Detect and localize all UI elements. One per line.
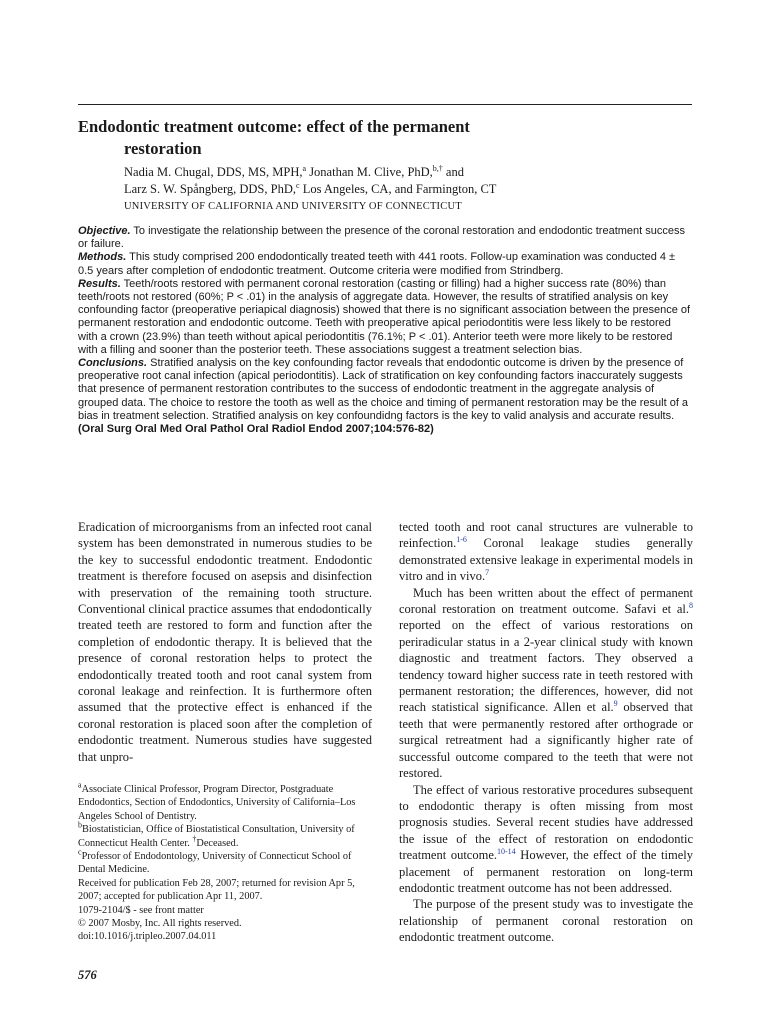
conclusions-text: Stratified analysis on the key confounding factor reveals that endodontic outcome is driven by the presence of preoperative root canal infection (apical periodontitis). Lack of stratification on key confounding factors inaccurately suggests that presence of permanent restoration contributes to the success of endodontic treatment in the aggregate analysis of grouped data. The choice to restore the tooth as well as the choice and timing of permanent restoration may be the result of a bias in treatment selection. Stratified analysis on key confoundidng factors is the key to valid analysis and accurate results. [78,357,689,422]
footnote-marker: b [78,820,82,830]
author-line-2 [124,181,684,198]
body-paragraph: Eradication of microorganisms from an infected root canal system has been demonstrated in numerous studies to be the key to successful endodontic treatment. Endodontic treatment is therefore focused on asepsis and disinfection with preservation of the remaining tooth structure. Conventional clinical practice assumes that endodontically treated teeth are restored to form and function after the completion of endodontic therapy. It is believed that the presence of coronal restoration helps to protect the endodontically treated tooth and root canal system from coronal leakage and reinfection. It is furthermore often assumed that the protective effect is enhanced if the coronal restoration is placed soon after the completion of endodontic treatment. Numerous studies have suggested that unpro- [78,520,373,764]
objective-text: To investigate the relationship between the presence of the coronal restoration and endodontic treatment success or failure. [78,225,685,251]
author-line-1 [124,164,684,181]
abstract-conclusions [78,357,692,436]
footnote-b [78,820,372,850]
copyright: © 2007 Mosby, Inc. All rights reserved. [78,918,242,930]
abstract [78,225,692,436]
footnote-c [78,847,372,877]
results-label: Results. [78,277,121,290]
header-rule [78,104,692,105]
abstract-results [78,278,692,357]
conclusions-label: Conclusions. [78,357,148,370]
footnote-text: Professor of Endodontology, University of Connecticut School of Dental Medicine. [78,851,352,876]
author-location: Los Angeles, CA, and Farmington, CT [299,182,497,196]
footnote-marker: † [192,834,197,844]
footnote-text: Biostatistician, Office of Biostatistical Consultation, University of Connecticut Health Center. [78,824,355,849]
text-run: Much has been written about the effect of permanent coronal restoration on treatment outcome. Safavi et al. [399,585,693,617]
author-and: and [442,165,464,179]
title-line-2: restoration [124,139,202,158]
reference-link[interactable]: 1-6 [456,535,467,545]
author-sup: a [302,163,307,173]
body-paragraph [399,519,693,585]
footnotes [78,780,372,944]
author-clive: Jonathan M. Clive, PhD, [306,165,433,179]
author-sup: c [296,180,300,190]
reference-link[interactable]: 10-14 [497,846,516,856]
methods-label: Methods. [78,251,127,264]
abstract-objective [78,225,692,251]
text-run: However, the effect of the timely placement of permanent restoration on long-term endodontic treatment outcome has not been addressed. [399,848,693,895]
text-run: Coronal leakage studies generally demonstrated extensive leakage in experimental models in vitro and in vivo. [399,536,693,584]
objective-label: Objective. [78,225,131,237]
reference-link[interactable]: 7 [485,568,490,578]
footnote-marker: a [78,780,82,790]
footnote-marker: c [78,847,82,857]
author-sup: b,† [432,163,443,173]
journal-citation: (Oral Surg Oral Med Oral Pathol Oral Radiol Endod 2007;104:576-82) [78,423,434,436]
methods-text: This study comprised 200 endodontically treated teeth with 441 roots. Follow-up examination was conducted 4 ± 0.5 years after completion of endodontic treatment. Outcome criteria were modified from Strindberg. [78,251,676,277]
abstract-methods [78,251,692,277]
footnote-text: Associate Clinical Professor, Program Director, Postgraduate Endodontics, Section of Endodontics, University of California–Los Angeles School of Dentistry. [78,784,356,822]
body-column-right [399,519,693,946]
footnote-text: Deceased. [196,837,239,849]
reference-link[interactable]: 8 [689,600,693,610]
article-title [78,116,638,160]
author-chugal: Nadia M. Chugal, DDS, MS, MPH, [124,165,303,179]
body-paragraph: The purpose of the present study was to investigate the relationship of permanent coronal restoration on endodontic treatment outcome. [399,897,693,945]
reference-link[interactable]: 9 [613,699,618,709]
text-run: tected tooth and root canal structures are vulnerable to reinfection. [399,520,693,551]
page-number: 576 [78,968,97,982]
author-spangberg: Larz S. W. Spångberg, DDS, PhD, [124,182,296,196]
body-paragraph [399,585,693,782]
issn: 1079-2104/$ - see front matter [78,904,204,916]
text-run: reported on the effect of various restorations on periradicular status in a 2-year clinical study with known diagnostic and treatment factors. They observed a tendency toward higher success rate in teeth restored with permanent restoration; the differences, however, did not reach statistical significance. Allen et al. [399,618,693,715]
body-column-left [78,519,372,765]
title-line-1: Endodontic treatment outcome: effect of the permanent [78,117,470,136]
received-dates: Received for publication Feb 28, 2007; returned for revision Apr 5, 2007; accepted for publication Apr 11, 2007. [78,877,355,903]
text-run: observed that teeth that were permanently restored after orthograde or surgical retreatment had a significantly higher rate of successful outcome compared to the teeth that were not restored. [399,700,693,781]
body-paragraph [399,782,693,897]
affiliation: UNIVERSITY OF CALIFORNIA AND UNIVERSITY OF CONNECTICUT [124,201,462,212]
author-block [124,164,684,215]
footnote-a [78,780,372,823]
text-run: The effect of various restorative procedures subsequent to endodontic therapy is often missing from most prognosis studies. Several recent studies have addressed the issue of the effect of restoration on endodontic treatment outcome. [399,782,693,863]
results-text: Teeth/roots restored with permanent coronal restoration (casting or filling) had a higher success rate (80%) than teeth/roots not restored (60%; P < .01) in the analysis of aggregate data. However, the results of stratified analysis on key confounding factor (preoperative periapical diagnosis) showed that there is no significant association between the presence of permanent restoration and endodontic outcome. Teeth with preoperative apical periodontitis were less likely to be restored with a crown (23.9%) than teeth without apical periodontitis (76.1%; P < .01). Anterior teeth were more likely to be restored with a filling and sooner than the posterior teeth. These associations suggest a treatment selection bias. [78,277,691,356]
doi: doi:10.1016/j.tripleo.2007.04.011 [78,931,217,943]
